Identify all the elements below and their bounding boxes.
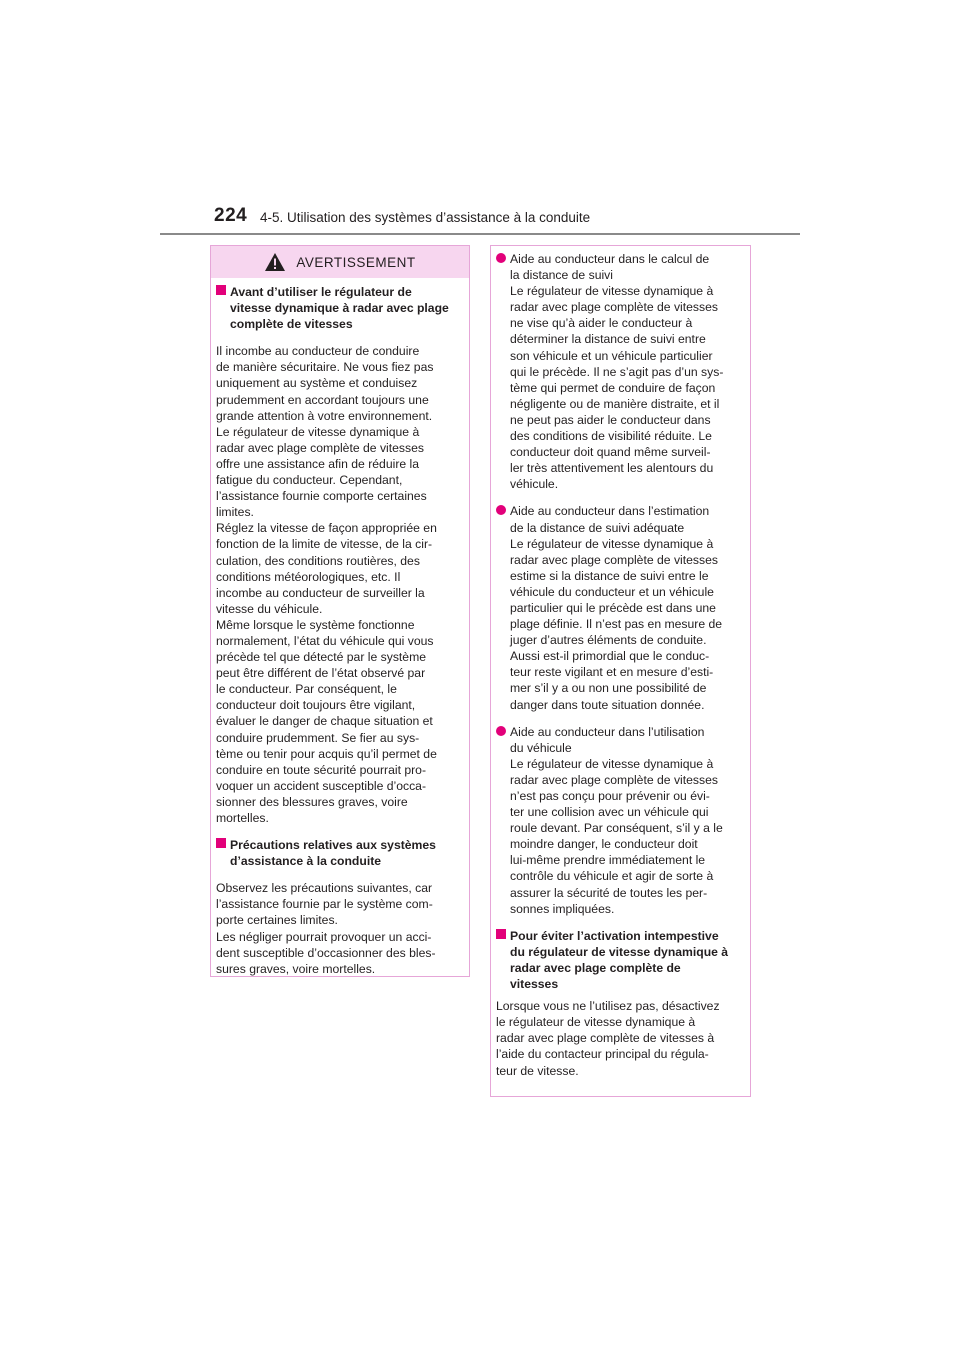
bullet-text: Le régulateur de vitesse dynamique à radar avec plage complète de vitesses estime si la distance de suivi entre le véhicule du conducteur et un véhicule particulier qui le précède est dans une plage définie. Il n’est pas en mesure de juger d’autres éléments de conduite. Aussi est-il primordial que le conduc- teur reste vigilant et en mesure d’esti- mer s’il y a ou non une possibilité de danger dans toute situation donnée.	[510, 536, 723, 712]
paragraph: Il incombe au conducteur de conduire de manière sécuritaire. Ne vous fiez pas uniquement au système et conduisez prudemment en accordant toujours une grande attention à votre environnement. Le régulateur de vitesse dynamique à radar avec plage complète de vitesses offre une assistance afin de réduire la fatigue du conducteur. Cependant, l’assistance fournie comporte certaines limites.	[216, 344, 434, 520]
paragraph: Les négliger pourrait provoquer un acci- dent susceptible d’occasionner des bles- sures graves, voire mortelles.	[216, 929, 436, 976]
page-number: 224	[214, 205, 248, 226]
list-item	[496, 724, 745, 917]
list-item	[496, 503, 745, 712]
list-item	[496, 251, 745, 492]
paragraph: Observez les précautions suivantes, car l’assistance fournie par le système com- porte certaines limites.	[216, 881, 433, 928]
info-box	[490, 245, 751, 1097]
section-heading-text: Précautions relatives aux systèmes d’assistance à la conduite	[230, 838, 436, 869]
paragraph: Lorsque vous ne l’utilisez pas, désactivez le régulateur de vitesse dynamique à radar avec plage complète de vitesses à l’aide du contacteur principal du régula- teur de vitesse.	[496, 999, 720, 1078]
warning-content	[211, 278, 469, 977]
section-heading	[216, 837, 464, 869]
circle-bullet-icon	[496, 726, 506, 736]
warning-triangle-icon	[264, 252, 286, 272]
circle-bullet-icon	[496, 505, 506, 515]
square-bullet-icon	[496, 929, 506, 939]
circle-bullet-icon	[496, 253, 506, 263]
warning-header	[211, 246, 469, 278]
header-rule	[160, 233, 800, 235]
bullet-title: Aide au conducteur dans l’estimation de la distance de suivi adéquate	[510, 504, 710, 535]
section-title: 4-5. Utilisation des systèmes d’assistance à la conduite	[260, 210, 591, 225]
warning-box	[210, 245, 470, 977]
info-content	[491, 246, 750, 1079]
warning-title: AVERTISSEMENT	[296, 254, 416, 270]
paragraph: Même lorsque le système fonctionne normalement, l’état du véhicule qui vous précède tel que détecté par le système peut être différent de l’état observé par le conducteur. Par conséquent, le conducteur doit toujours être vigilant, évaluer le danger de chaque situation et conduire prudemment. Se fier au sys- tème ou tenir pour acquis qu’il permet de conduire en toute sécurité pourrait pro- voquer un accident susceptible d’occa- sionner des blessures graves, voire mortelles.	[216, 617, 437, 825]
square-bullet-icon	[216, 838, 226, 848]
bullet-text: Le régulateur de vitesse dynamique à radar avec plage complète de vitesses ne vise qu’à aider le conducteur à déterminer la distance de suivi entre son véhicule et un véhicule particulier qui le précède. Il ne s’agit pas d’un sys- tème qui permet de conduire de façon négligente ou de manière distraite, et il ne peut pas aider le conducteur dans des conditions de visibilité réduite. Le conducteur doit quand même surveil- ler très attentivement les alentours du véhicule.	[510, 284, 724, 492]
page-header	[160, 205, 800, 235]
section-heading-text: Avant d’utiliser le régulateur de vitesse dynamique à radar avec plage complète de vitesses	[230, 285, 449, 332]
section-heading	[216, 284, 464, 332]
bullet-text: Le régulateur de vitesse dynamique à radar avec plage complète de vitesses n’est pas conçu pour prévenir ou évi- ter une collision avec un véhicule qui roule devant. Par conséquent, s’il y a le moindre danger, le conducteur doit lui-même prendre immédiatement le contrôle du véhicule et agir de sorte à assurer la sécurité de toutes les per- sonnes impliquées.	[510, 756, 723, 916]
square-bullet-icon	[216, 285, 226, 295]
bullet-title: Aide au conducteur dans le calcul de la distance de suivi	[510, 252, 710, 283]
paragraph: Réglez la vitesse de façon appropriée en fonction de la limite de vitesse, de la cir- culation, des conditions routières, des conditions météorologiques, etc. Il incombe au conducteur de surveiller la vitesse du véhicule.	[216, 521, 437, 616]
section-heading	[496, 928, 745, 992]
bullet-title: Aide au conducteur dans l’utilisation du véhicule	[510, 724, 705, 755]
section-heading-text: Pour éviter l’activation intempestive du régulateur de vitesse dynamique à radar avec plage complète de vitesses	[510, 928, 729, 992]
